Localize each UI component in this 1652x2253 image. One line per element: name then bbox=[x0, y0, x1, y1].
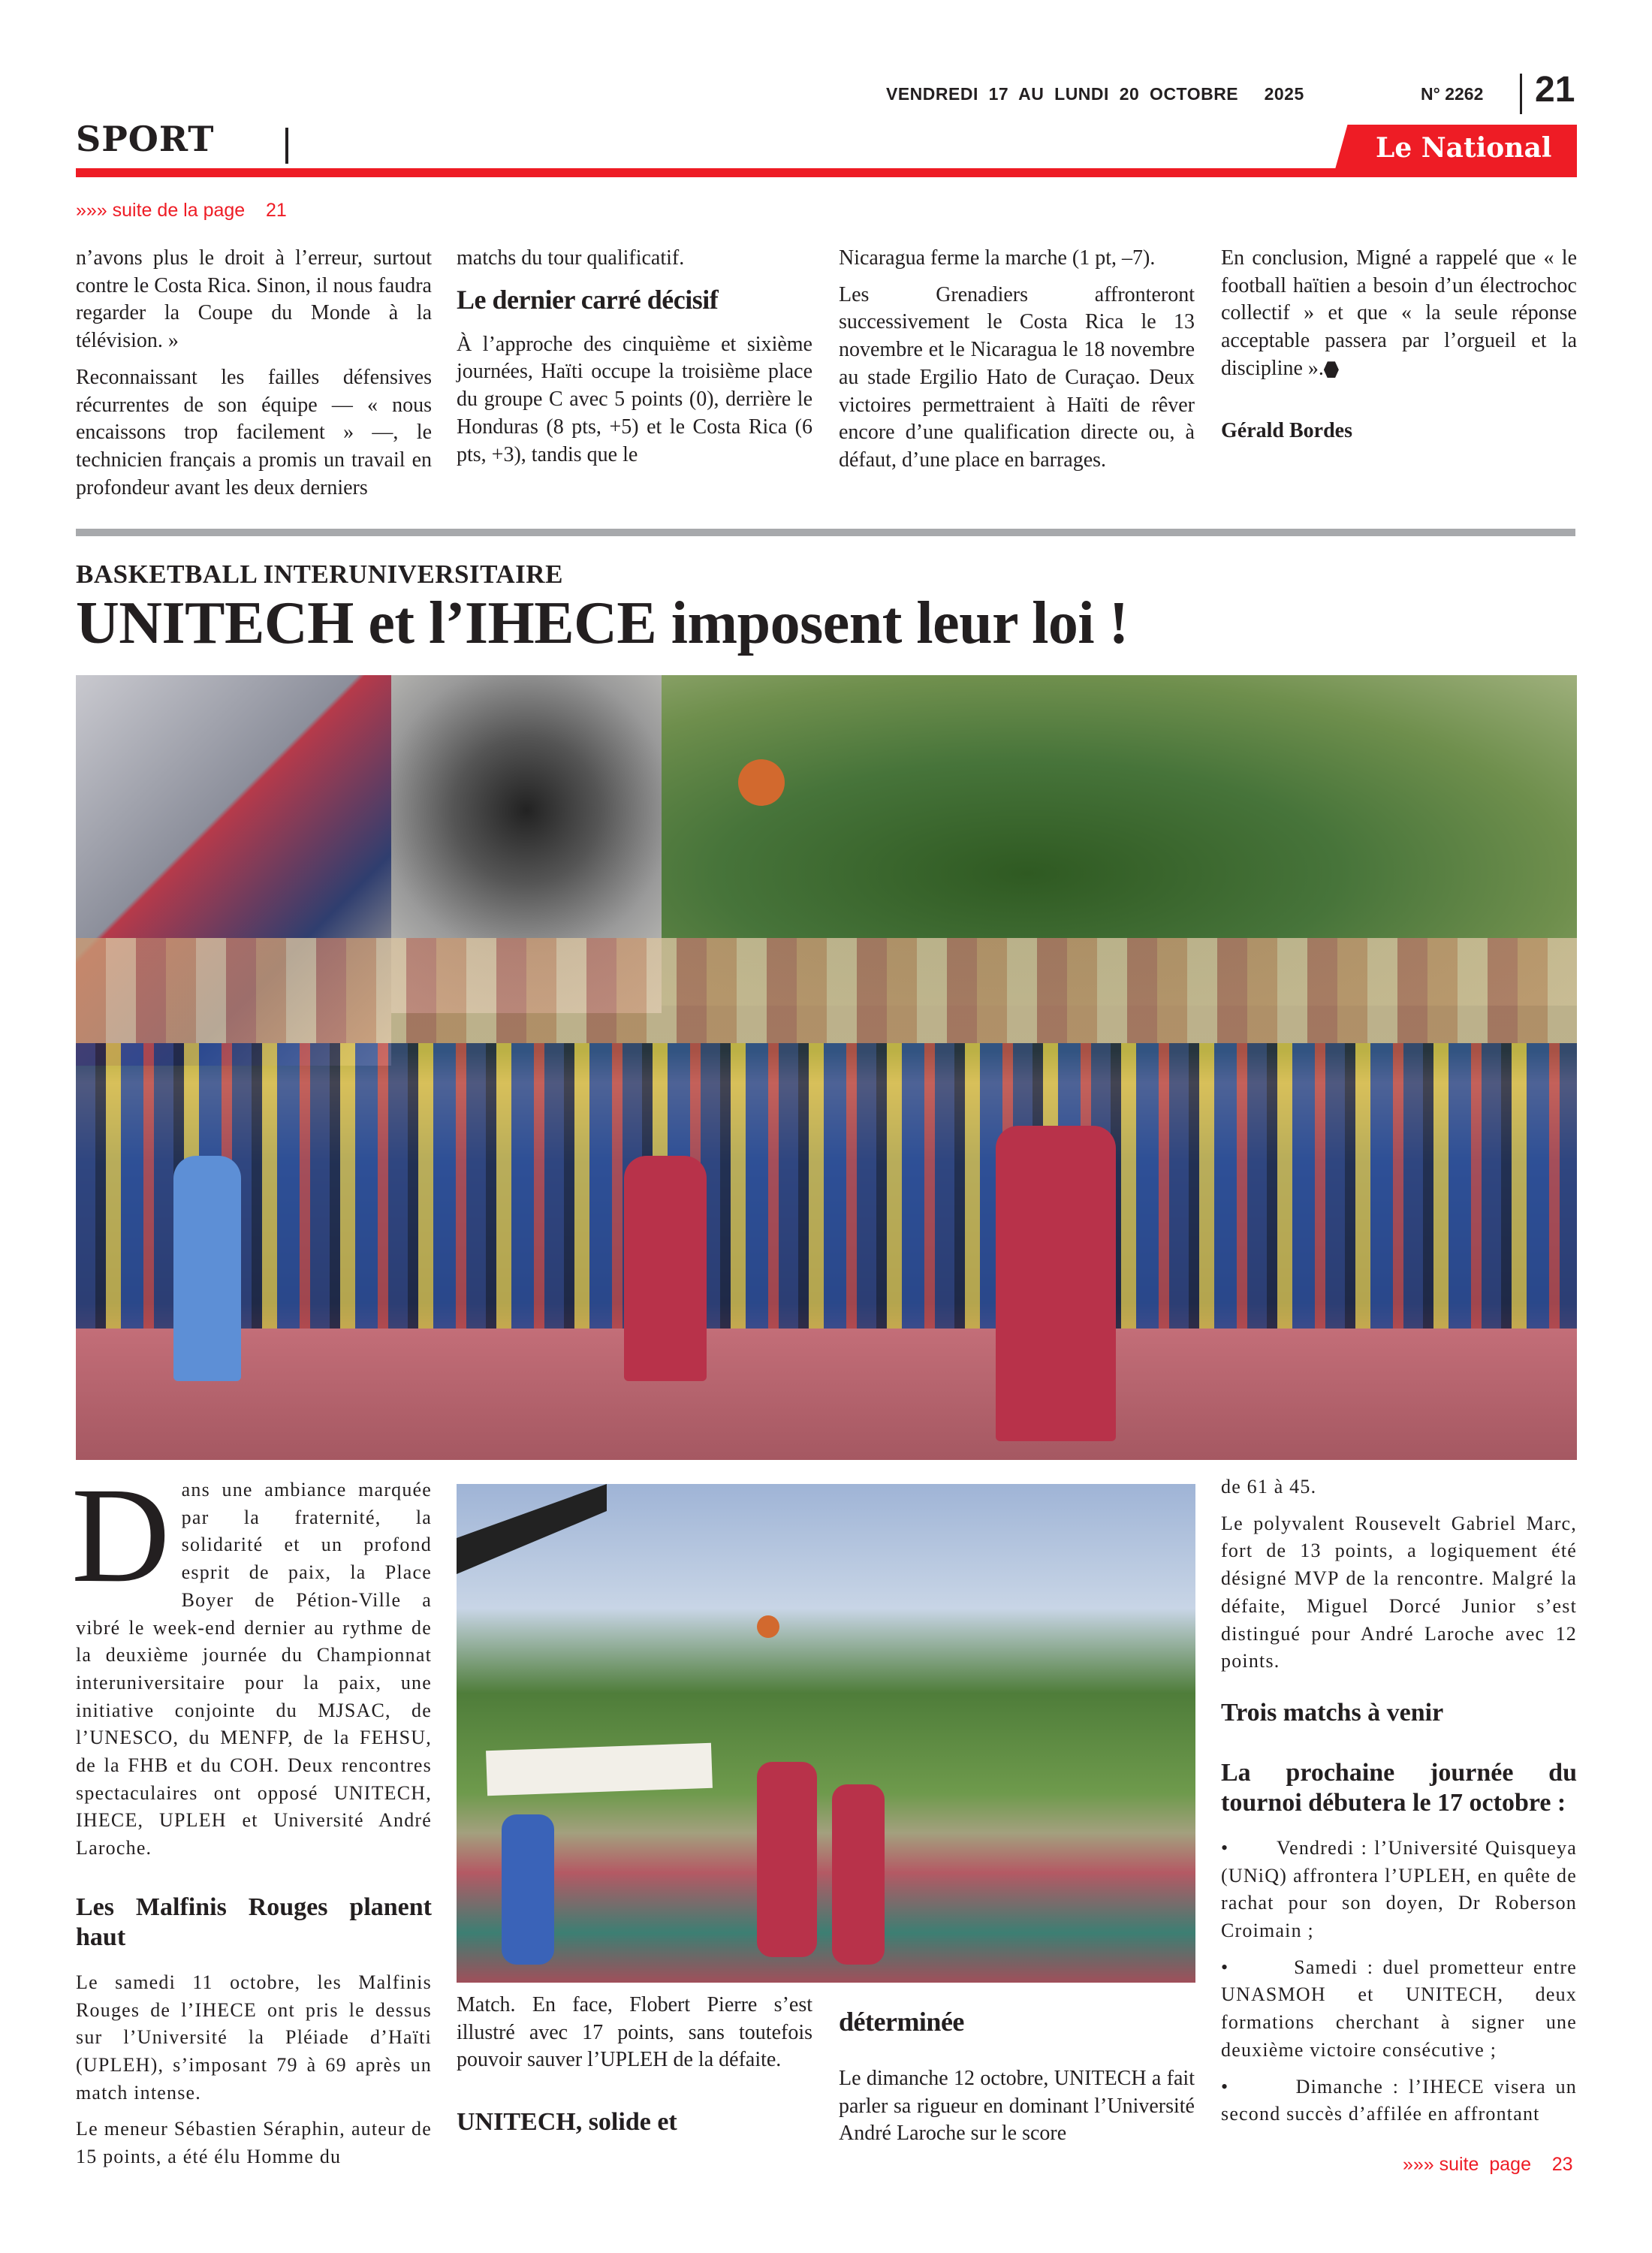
subheading: déterminée bbox=[839, 2007, 964, 2037]
player bbox=[757, 1762, 817, 1957]
article-col4 bbox=[1221, 1473, 1577, 2137]
paragraph: Le dimanche 12 octobre, UNITECH a fait parler sa rigueur en dominant l’Université André Laroche sur le score bbox=[839, 2067, 1195, 2146]
crowd bbox=[76, 1043, 1577, 1329]
continued-to[interactable] bbox=[1403, 2154, 1573, 2176]
article-col3 bbox=[839, 1999, 1195, 2157]
prev-article-col4 bbox=[1221, 245, 1577, 454]
list-item: • Vendredi : l’Université Quisqueya (UNiQ) affrontera l’UPLEH, en quête de rachat pour son doyen, Dr Roberson Croimain ; bbox=[1221, 1836, 1577, 1942]
player bbox=[173, 1156, 241, 1381]
article-headline: UNITECH et l’IHECE imposent leur loi ! bbox=[76, 590, 1129, 656]
subheading: Le dernier carré décisif bbox=[457, 284, 719, 315]
subheading: Trois matchs à venir bbox=[1221, 1698, 1444, 1727]
player bbox=[996, 1126, 1116, 1441]
issue-number: N° 2262 bbox=[1421, 84, 1484, 104]
paragraph: Les Grenadiers affronteront successivement le Costa Rica le 13 novembre et le Nicaragua le 18 novembre au stade Ergilio Hato de Curaçao. Deux victoires permettraient à Haïti de rêver encore d’une qualification directe ou, à défaut, d’une place en barrages. bbox=[839, 282, 1195, 472]
continued-page: 21 bbox=[265, 200, 287, 221]
tiled-wall bbox=[76, 938, 1577, 1043]
article-col1 bbox=[71, 1460, 432, 2180]
paragraph: Reconnaissant les failles défensives récurrentes de son équipe — « nous encaissons trop facilement » —, le technicien français a promis un travail en profondeur avant les deux derniers bbox=[76, 365, 432, 499]
paragraph bbox=[1221, 245, 1577, 383]
player bbox=[502, 1814, 554, 1965]
paragraph: n’avons plus le droit à l’erreur, surtout contre le Costa Rica. Sinon, il nous faudra regarder la Coupe du Monde à la télévision. » bbox=[76, 246, 432, 353]
court bbox=[76, 1329, 1577, 1460]
section-title: SPORT bbox=[76, 119, 215, 159]
paragraph: de 61 à 45. bbox=[1221, 1476, 1317, 1497]
player bbox=[624, 1156, 707, 1381]
author-byline: Gérald Bordes bbox=[1221, 418, 1352, 442]
subheading: UNITECH, solide et bbox=[457, 2108, 677, 2137]
paragraph: Le meneur Sébastien Séraphin, auteur de 15 points, a été élu Homme du bbox=[76, 2118, 432, 2168]
conclusion-text: En conclusion, Migné a rappelé que « le football haïtien a besoin d’un électrochoc collectif » et que « la seule réponse acceptable passera par l’orgueil et la discipline ». bbox=[1221, 246, 1577, 380]
paragraph: Le polyvalent Rousevelt Gabriel Marc, fort de 13 points, a logiquement été désigné MVP de la rencontre. Malgré la défaite, Miguel Dorcé Junior s’est distingué pour André Laroche avec 12 points. bbox=[1221, 1512, 1577, 1672]
basketball bbox=[738, 759, 785, 806]
secondary-photo bbox=[457, 1484, 1195, 1983]
paragraph: Nicaragua ferme la marche (1 pt, –7). bbox=[839, 246, 1156, 270]
article-kicker: BASKETBALL INTERUNIVERSITAIRE bbox=[76, 559, 563, 589]
subheading: Les Malfinis Rouges planent haut bbox=[76, 1893, 432, 1951]
list-item-text: Dimanche : l’IHECE visera un second succès d’affilée en affrontant bbox=[1221, 2075, 1578, 2125]
list-item-text: Samedi : duel prometteur entre UNASMOH et UNITECH, deux formations cherchant à signer une deuxième victoire consécutive ; bbox=[1221, 1956, 1577, 2061]
list-item-text: Vendredi : l’Université Quisqueya (UNiQ) affrontera l’UPLEH, en quête de rachat pour son doyen, Dr Roberson Croimain ; bbox=[1221, 1836, 1577, 1942]
issue-date: VENDREDI 17 AU LUNDI 20 OCTOBRE 2025 bbox=[886, 84, 1304, 104]
intro-text: ans une ambiance marquée par la fraternité, la solidarité et un profond esprit de paix, la Place Boyer de Pétion-Ville a vibré le week-end dernier au rythme de la deuxième journée du Championnat interuniversitaire pour la paix, une initiative conjointe du MJSAC, de l’UNESCO, du MENFP, de la FEHSU, de la FHB et du COH. Deux rencontres spectaculaires ont opposé UNITECH, IHECE, UPLEH et Université André Laroche. bbox=[76, 1479, 432, 1859]
banner bbox=[486, 1743, 713, 1796]
page-number: 21 bbox=[1535, 70, 1575, 110]
prev-article-col2 bbox=[457, 245, 812, 478]
player bbox=[832, 1784, 885, 1965]
prev-article-col1 bbox=[76, 245, 432, 511]
end-mark-icon bbox=[1324, 361, 1339, 378]
divider bbox=[1520, 74, 1522, 114]
section-divider bbox=[76, 529, 1575, 536]
continued-from[interactable] bbox=[76, 200, 287, 222]
subheading: La prochaine journée du tournoi débutera le 17 octobre : bbox=[1221, 1758, 1577, 1817]
paragraph: matchs du tour qualificatif. bbox=[457, 246, 685, 270]
list-item: • Samedi : duel prometteur entre UNASMOH et UNITECH, deux formations cherchant à signer une deuxième victoire consécutive ; bbox=[1221, 1956, 1577, 2061]
main-photo bbox=[76, 675, 1577, 1460]
continued-label: »»» suite de la page bbox=[76, 200, 246, 221]
brand-logo: Le National bbox=[1376, 132, 1552, 164]
continued-page: 23 bbox=[1551, 2154, 1573, 2175]
basketball bbox=[757, 1615, 779, 1638]
paragraph: Le samedi 11 octobre, les Malfinis Rouges de l’IHECE ont pris le dessus sur l’Université la Pléiade d’Haïti (UPLEH), s’imposant 79 à 69 après un match intense. bbox=[76, 1971, 432, 2104]
intro-paragraph bbox=[71, 1460, 432, 1862]
prev-article-col3 bbox=[839, 245, 1195, 484]
paragraph: À l’approche des cinquième et sixième journées, Haïti occupe la troisième place du groupe C avec 5 points (0), derrière le Honduras (8 pts, +5) et le Costa Rica (6 pts, +3), tandis que le bbox=[457, 332, 812, 466]
continued-label: »»» suite page bbox=[1403, 2154, 1531, 2175]
divider bbox=[285, 128, 288, 164]
list-item: • Dimanche : l’IHECE visera un second succès d’affilée en affrontant bbox=[1221, 2075, 1578, 2125]
paragraph: Match. En face, Flobert Pierre s’est illustré avec 17 points, sans toutefois pouvoir sauver l’UPLEH de la défaite. bbox=[457, 1993, 812, 2072]
drop-cap: D bbox=[71, 1460, 171, 1611]
article-col2 bbox=[457, 1992, 812, 2154]
backboard bbox=[457, 1484, 607, 1574]
